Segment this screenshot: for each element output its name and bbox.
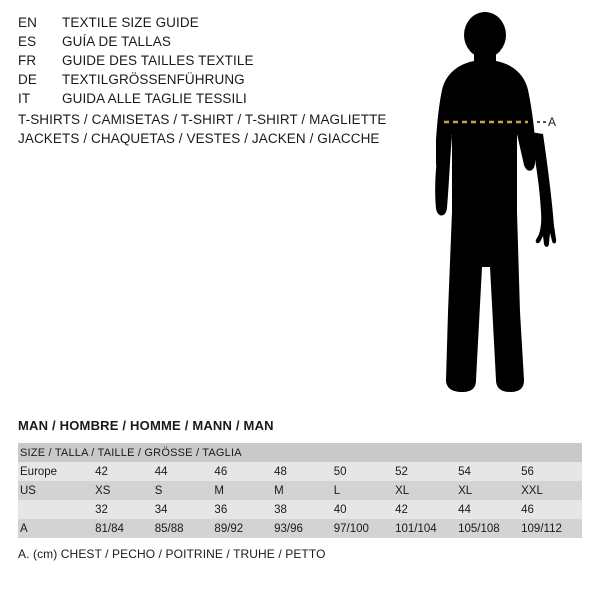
cell-value: 40 — [332, 500, 393, 519]
language-code: ES — [18, 34, 37, 49]
cell-value: 38 — [272, 500, 332, 519]
cell-value: L — [332, 481, 393, 500]
language-row — [18, 91, 398, 110]
language-code: IT — [18, 91, 31, 106]
language-code: FR — [18, 53, 37, 68]
cell-value: S — [153, 481, 213, 500]
row-label: US — [18, 481, 93, 500]
cell-value: 101/104 — [393, 519, 456, 538]
cell-value: XL — [393, 481, 456, 500]
language-text: GUIDE DES TAILLES TEXTILE — [62, 53, 254, 68]
cell-value: 34 — [153, 500, 213, 519]
measure-label-a: A — [548, 115, 557, 129]
cell-value: 44 — [456, 500, 519, 519]
cell-value: 46 — [519, 500, 582, 519]
cell-value: XL — [456, 481, 519, 500]
cell-value: M — [212, 481, 272, 500]
table-row — [18, 481, 582, 500]
cell-value: 81/84 — [93, 519, 153, 538]
language-row — [18, 72, 398, 91]
cell-value: M — [272, 481, 332, 500]
language-text: GUÍA DE TALLAS — [62, 34, 171, 49]
category-tshirts: T-SHIRTS / CAMISETAS / T-SHIRT / T-SHIRT / MAGLIETTE — [18, 112, 387, 127]
cell-value: 46 — [212, 462, 272, 481]
cell-value: 105/108 — [456, 519, 519, 538]
language-code: EN — [18, 15, 37, 30]
table-row — [18, 519, 582, 538]
cell-value: 50 — [332, 462, 393, 481]
cell-value: 85/88 — [153, 519, 213, 538]
cell-value: XXL — [519, 481, 582, 500]
row-label: A — [18, 519, 93, 538]
man-figure — [400, 12, 600, 402]
language-row — [18, 53, 398, 72]
section-title-man: MAN / HOMBRE / HOMME / MANN / MAN — [18, 418, 274, 433]
table-row — [18, 462, 582, 481]
table-header-label: SIZE / TALLA / TAILLE / GRÖSSE / TAGLIA — [18, 443, 582, 462]
language-text: GUIDA ALLE TAGLIE TESSILI — [62, 91, 247, 106]
language-text: TEXTILE SIZE GUIDE — [62, 15, 199, 30]
size-table — [18, 443, 582, 538]
cell-value: 36 — [212, 500, 272, 519]
language-list — [18, 15, 398, 110]
cell-value: XS — [93, 481, 153, 500]
cell-value: 42 — [93, 462, 153, 481]
cell-value: 32 — [93, 500, 153, 519]
language-row — [18, 34, 398, 53]
language-row — [18, 15, 398, 34]
language-code: DE — [18, 72, 37, 87]
cell-value: 42 — [393, 500, 456, 519]
footnote-chest: A. (cm) CHEST / PECHO / POITRINE / TRUHE / PETTO — [18, 547, 326, 561]
cell-value: 54 — [456, 462, 519, 481]
cell-value: 56 — [519, 462, 582, 481]
category-jackets: JACKETS / CHAQUETAS / VESTES / JACKEN / GIACCHE — [18, 131, 380, 146]
category-headings — [18, 110, 418, 148]
cell-value: 93/96 — [272, 519, 332, 538]
cell-value: 97/100 — [332, 519, 393, 538]
cell-value: 44 — [153, 462, 213, 481]
cell-value: 109/112 — [519, 519, 582, 538]
table-row — [18, 500, 582, 519]
row-label: Europe — [18, 462, 93, 481]
cell-value: 89/92 — [212, 519, 272, 538]
language-text: TEXTILGRÖSSENFÜHRUNG — [62, 72, 245, 87]
man-silhouette-icon — [400, 12, 600, 402]
cell-value: 52 — [393, 462, 456, 481]
table-header-row — [18, 443, 582, 462]
cell-value: 48 — [272, 462, 332, 481]
row-label — [18, 500, 93, 519]
